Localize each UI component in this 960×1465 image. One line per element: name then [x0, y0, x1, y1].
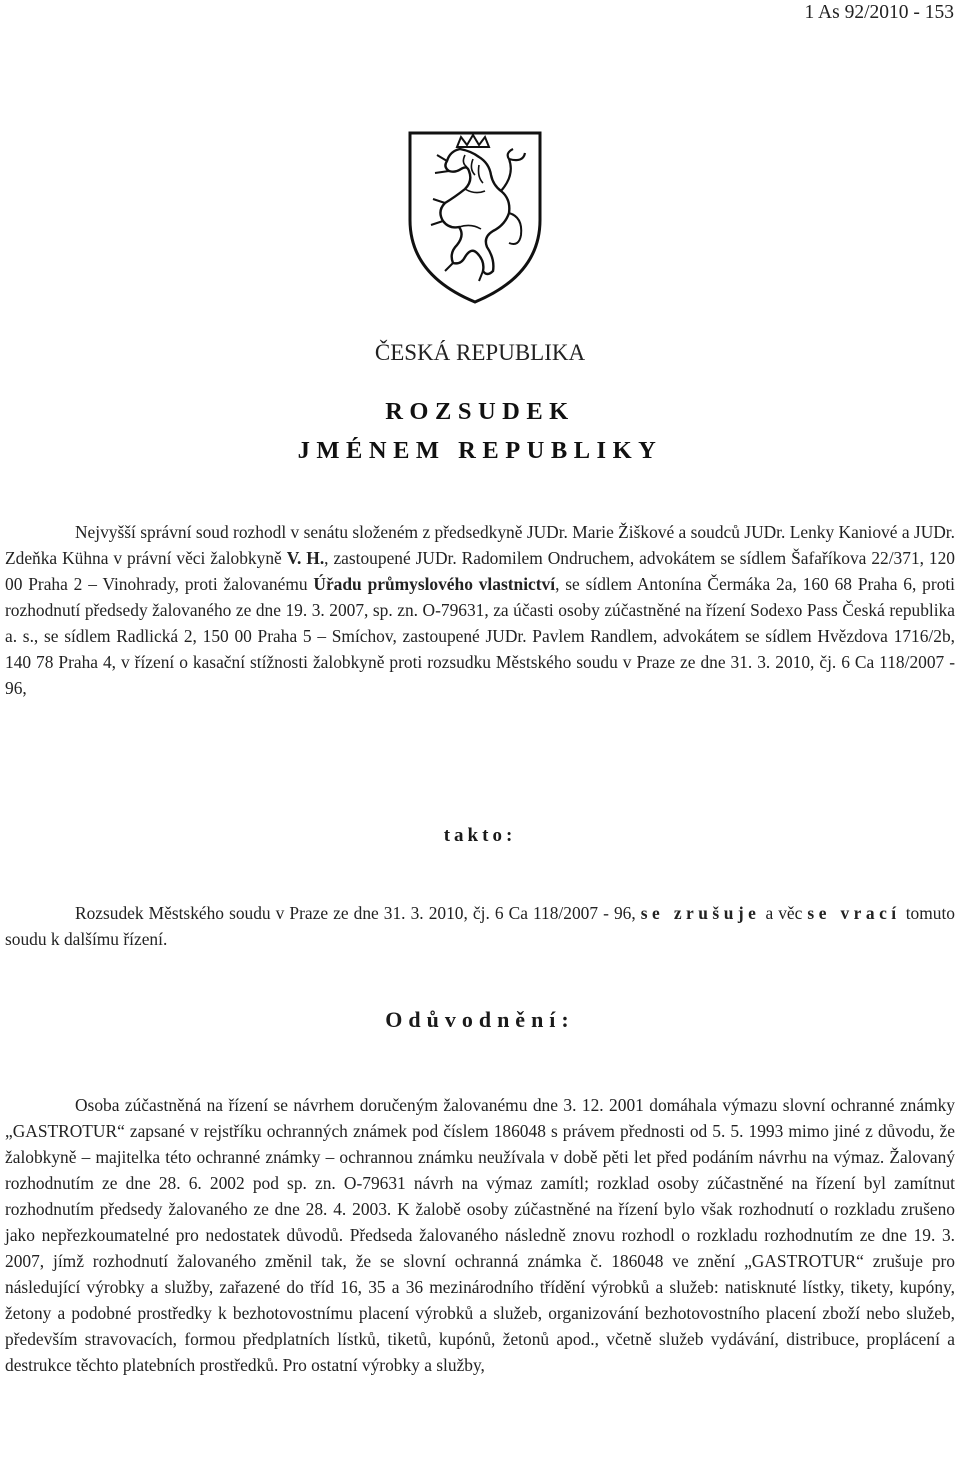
ruling-cancel: se zrušuje: [640, 903, 761, 923]
in-the-name-title: JMÉNEM REPUBLIKY: [297, 437, 663, 464]
takto-heading: takto:: [443, 825, 517, 846]
republic-title: ČESKÁ REPUBLIKA: [374, 340, 586, 365]
ruling-paragraph: [5, 900, 955, 952]
czech-coat-of-arms-lion-icon: [405, 125, 545, 305]
intro-text-1: Nejvyšší správní soud rozhodl v senátu složeném z předsedkyně JUDr. Marie Žiškové a soudců JUDr. Lenky Kaniové a JUDr. Zdeňka Kühna v právní věci žalobkyně: [5, 522, 955, 568]
reasoning-paragraph: [5, 1092, 955, 1378]
verdict-title: ROZSUDEK: [385, 398, 575, 425]
plaintiff-name: V. H.: [286, 548, 325, 568]
ruling-text-1: Rozsudek Městského soudu v Praze ze dne 31. 3. 2010, čj. 6 Ca 118/2007 - 96,: [75, 903, 641, 923]
intro-text-3: , se sídlem Antonína Čermáka 2a, 160 68 Praha 6, proti rozhodnutí předsedy žalovaného ze dne 19. 3. 2007, sp. zn. O-79631, za účasti osoby zúčastněné na řízení Sodexo Pass Česká republika a. s., se sídlem Radlická 2, 150 00 Praha 5 – Smíchov, zastoupené JUDr. Pavlem Randlem, advokátem se sídlem Hvězdova 1716/2b, 140 78 Praha 4, v řízení o kasační stížnosti žalobkyně proti rozsudku Městského soudu v Praze ze dne 31. 3. 2010, čj. 6 Ca 118/2007 - 96,: [5, 574, 955, 698]
reasoning-heading: Odůvodnění:: [385, 1007, 575, 1032]
intro-text-2: , zastoupené JUDr. Radomilem Ondruchem, advokátem se sídlem Šafaříkova 22/371, 120 00 Praha 2 – Vinohrady, proti žalovanému: [5, 548, 956, 594]
ruling-text-3: tomuto soudu k dalšímu řízení.: [5, 903, 955, 949]
intro-paragraph: [5, 519, 955, 701]
defendant-name: Úřadu průmyslového vlastnictví: [313, 574, 556, 594]
case-number: 1 As 92/2010 - 153: [804, 2, 954, 23]
reasoning-text: Osoba zúčastněná na řízení se návrhem doručeným žalovanému dne 3. 12. 2001 domáhala výmazu slovní ochranné známky „GASTROTUR“ zapsané v rejstříku ochranných známek pod číslem 186048 s právem přednosti od 5. 5. 1993 mimo jiné z důvodu, že žalobkyně – majitelka této ochranné známky – ochrannou známku neužívala v době pěti let před podáním návrhu na výmaz. Žalovaný rozhodnutím ze dne 28. 6. 2002 pod sp. zn. O-79631 návrh na výmaz zamítl; rozklad osoby zúčastněné na řízení byl zamítnut rozhodnutím předsedy žalovaného ze dne 28. 4. 2003. K žalobě osoby zúčastněné na řízení bylo však rozhodnutí o rozkladu zrušeno jako nepřezkoumatelné pro nedostatek důvodů. Předseda žalovaného následně znovu rozhodl o rozkladu rozhodnutím ze dne 19. 3. 2007, jímž rozhodnutí žalovaného změnil tak, že se slovní ochranná známka č. 186048 ve znění „GASTROTUR“ zrušuje pro následující výrobky a služby, zařazené do tříd 16, 35 a 36 mezinárodního třídění výrobků a služeb: natisknuté lístky, tikety, kupóny, žetony a podobné prostředky k bezhotovostnímu placení výrobků a služeb, organizování bezhotovostního placení zboží nebo služeb, především stravovacích, formou předplatních lístků, tiketů, kupónů, žetonů apod., včetně služeb vydávání, distribuce, proplácení a destrukce těchto platebních prostředků. Pro ostatní výrobky a služby,: [5, 1095, 955, 1375]
ruling-text-2: a věc: [760, 903, 808, 923]
ruling-return: se vrací: [807, 903, 901, 923]
